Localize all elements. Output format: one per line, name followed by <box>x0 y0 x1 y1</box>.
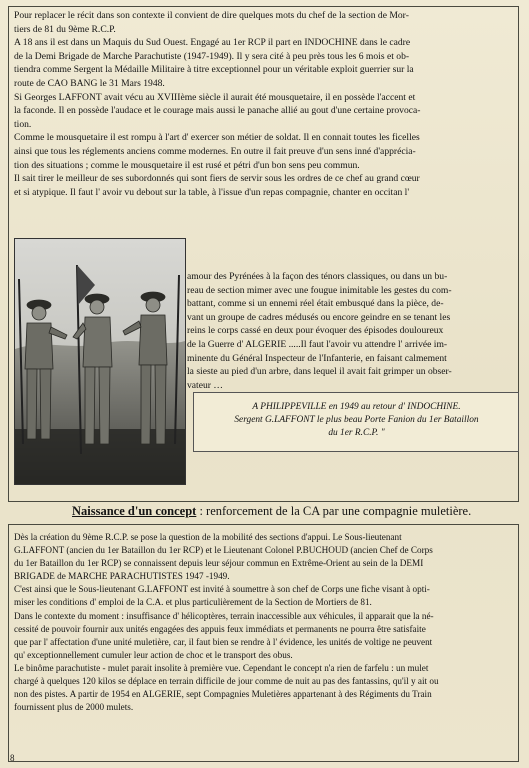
text-line: que par l' affectation d'une unité muletière, car, il faut bien se rendre à l' évidence, les unités de voltige ne peuvent <box>14 636 433 647</box>
text-line: Dans le contexte du moment : insuffisance d' hélicoptères, terrain inaccessible aux véhicules, il apparait que la né- <box>14 610 434 621</box>
text-line: vant un groupe de cadres médusés ou encore geindre en se tenant les <box>187 311 451 323</box>
text-line: la sieste au pied d'un arbre, dans lequel il avait fait grimper un obser- <box>187 366 452 378</box>
intro-paragraphs <box>14 9 514 199</box>
text-line: Il sait tirer le meilleur de ses subordonnés qui sont fiers de servir sous les ordres de ce chef au grand cœur <box>14 173 420 185</box>
text-line: reins le corps cassé en deux pour évoquer des épisodes douloureux <box>187 325 444 337</box>
text-line: minente du Général Inspecteur de l'Infanterie, en faisant calmement <box>187 352 447 364</box>
caption-line: du 1er R.C.P. " <box>328 428 385 438</box>
text-line: ainsi que tous les réglements anciens comme modernes. En outre il fait preuve d'un sens inné d'apprécia- <box>14 145 416 157</box>
text-line: miser les conditions d' emploi de la C.A. et plus particulièrement de la Section de Mortiers de 81. <box>14 597 372 608</box>
text-line: Pour replacer le récit dans son contexte il convient de dire quelques mots du chef de la section de Mor- <box>14 10 409 21</box>
text-line: cessité de pouvoir fournir aux unités engagées des appuis feux immédiats et permanents ne pourra être satisfaite <box>14 623 426 634</box>
text-line: tiendra comme Sergent la Médaille Militaire à titre exceptionnel pour un véritable exploit guerrier sur la <box>14 64 414 76</box>
text-line: A 18 ans il est dans un Maquis du Sud Ouest. Engagé au 1er RCP il part en INDOCHINE dans le cadre <box>14 37 411 49</box>
text-line: la faconde. Il en possède l'audace et le courage mais aussi le panache allié au gout d'une certaine provoca- <box>14 105 421 117</box>
section-title: Naissance d'un concept <box>72 504 197 518</box>
text-line: Si Georges LAFFONT avait vécu au XVIIIème siècle il aurait été mousquetaire, il en possède l'accent et <box>14 91 416 103</box>
page-number: 8 <box>10 753 15 763</box>
text-line: tiers de 81 du 9ème R.C.P. <box>14 23 116 35</box>
text-line: Le binôme parachutiste - mulet parait insolite à première vue. Cependant le concept n'a rien de farfelu : un mulet <box>14 662 429 673</box>
soldiers-photo <box>14 238 186 485</box>
concept-paragraphs <box>14 531 514 714</box>
caption-line: Sergent G.LAFFONT le plus beau Porte Fanion du 1er Bataillon <box>234 415 479 425</box>
text-line: reau de section mimer avec une fougue inimitable les gestes du com- <box>187 284 452 296</box>
text-line: qu' exceptionnellement cumuler leur action de choc et le transport des obus. <box>14 649 293 660</box>
text-line: de la Guerre d' ALGERIE .....Il faut l'avoir vu attendre l' arrivée im- <box>187 338 448 350</box>
text-line: battant, comme si un ennemi réel était embusqué dans la pièce, de- <box>187 298 444 310</box>
text-line: tion. <box>14 118 32 130</box>
text-line: non des pistes. A partir de 1954 en ALGERIE, sept Compagnies Muletières appartenant à des Régiments du Train <box>14 689 432 700</box>
text-line: Dès la création du 9ème R.C.P. se pose la question de la mobilité des sections d'appui. Le Sous-lieutenant <box>14 532 402 542</box>
text-line: G.LAFFONT (ancien du 1er Bataillon du 1er RCP) et le Lieutenant Colonel P.BUCHOUD (ancien Chef de Corps <box>14 545 433 556</box>
text-line: du 1er Bataillon du 1er RCP) se connaissent depuis leur séjour commun en Extrême-Orient au sein de la DEMI <box>14 558 424 569</box>
text-line: vateur … <box>187 379 223 391</box>
photo-caption <box>205 401 508 440</box>
text-line: Comme le mousquetaire il est rompu à l'art d' exercer son métier de soldat. Il en connait toutes les ficelles <box>14 132 420 144</box>
text-line: C'est ainsi que le Sous-lieutenant G.LAFFONT est invité à soumettre à son chef de Corps une fiche visant à opti- <box>14 584 430 595</box>
section-subtitle: : renforcement de la CA par une compagnie muletière. <box>196 504 472 518</box>
text-line: chargé à quelques 120 kilos se déplace en terrain difficile de jour comme de nuit au pas des fantassins, qu'il y ait ou <box>14 676 439 687</box>
text-line: de la Demi Brigade de Marche Parachutiste (1947-1949). Il y sera cité à peu près tous les 6 mois et ob- <box>14 50 410 62</box>
text-line: tion des situations ; comme le mousquetaire il est rusé et pétri d'un bon sens peu commun. <box>14 159 360 171</box>
caption-line: A PHILIPPEVILLE en 1949 au retour d' INDOCHINE. <box>252 402 461 412</box>
text-line: et si atypique. Il faut l' avoir vu debout sur la table, à l'issue d'un repas compagnie, chanter en occitan l' <box>14 186 410 198</box>
text-line: BRIGADE de MARCHE PARACHUTISTES 1947 -1949. <box>14 571 230 582</box>
text-line: amour des Pyrénées à la façon des ténors classiques, ou dans un bu- <box>187 271 448 282</box>
text-line: route de CAO BANG le 31 Mars 1948. <box>14 77 165 89</box>
section-heading <box>72 503 522 519</box>
right-column-text <box>187 270 514 392</box>
text-line: fournissent plus de 2000 mulets. <box>14 702 134 713</box>
